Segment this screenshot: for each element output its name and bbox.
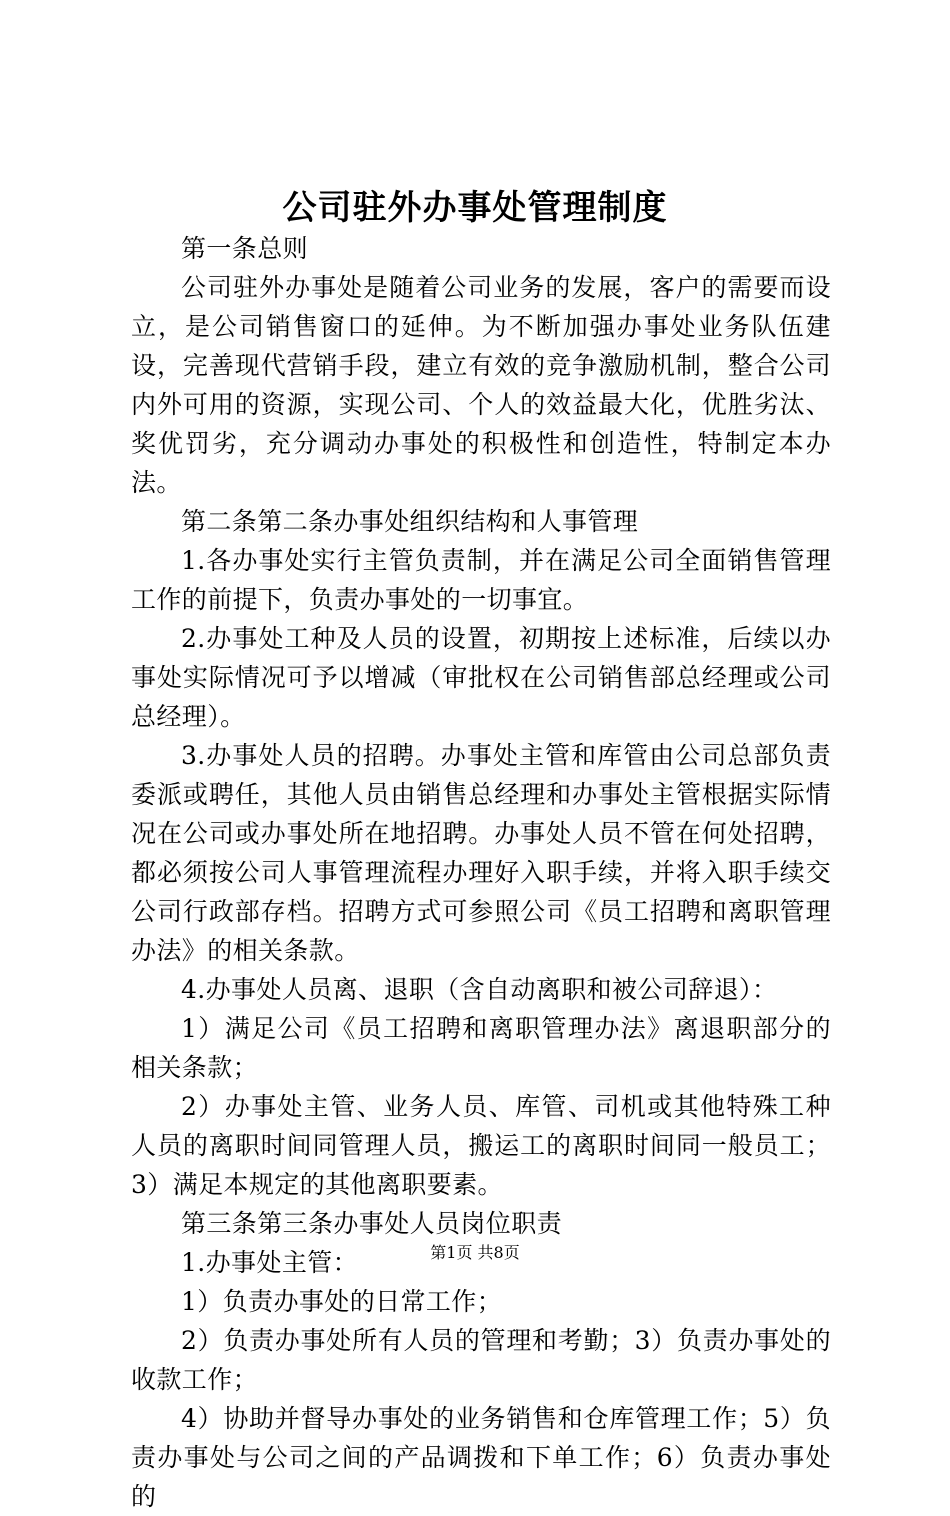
paragraph-duty-4: 4）协助并督导办事处的业务销售和仓库管理工作；5）负责办事处与公司之间的产品调拨和下单工作；6）负责办事处的 [131,1404,831,1511]
page-footer: 第1页 共8页 [430,1243,520,1262]
paragraph-supervisor-heading: 1.办事处主管： [181,1248,359,1277]
paragraph-general-provisions: 公司驻外办事处是随着公司业务的发展，客户的需要而设立，是公司销售窗口的延伸。为不断加强办事处业务队伍建设，完善现代营销手段，建立有效的竞争激励机制，整合公司内外可用的资源，实现公司、个人的效益最大化，优胜劣汰、奖优罚劣，充分调动办事处的积极性和创造性，特制定本办法。 [131,273,831,497]
document-title: 公司驻外办事处管理制度 [282,188,668,228]
paragraph-item-2: 2.办事处工种及人员的设置，初期按上述标准，后续以办事处实际情况可予以增减（审批权在公司销售部总经理或公司总经理）。 [131,624,831,731]
document-body [131,229,831,1516]
paragraph-duty-1: 1）负责办事处的日常工作； [181,1287,503,1316]
paragraph-article-3-heading: 第三条第三条办事处人员岗位职责 [181,1209,563,1238]
paragraph-item-4: 4.办事处人员离、退职（含自动离职和被公司辞退）： [181,975,778,1004]
paragraph-item-1: 1.各办事处实行主管负责制，并在满足公司全面销售管理工作的前提下，负责办事处的一切事宜。 [131,546,831,614]
paragraph-article-2-heading: 第二条第二条办事处组织结构和人事管理 [181,507,639,536]
paragraph-subitem-2: 2）办事处主管、业务人员、库管、司机或其他特殊工种人员的离职时间同管理人员，搬运工的离职时间同一般员工；3）满足本规定的其他离职要素。 [131,1092,831,1199]
paragraph-item-3: 3.办事处人员的招聘。办事处主管和库管由公司总部负责委派或聘任，其他人员由销售总经理和办事处主管根据实际情况在公司或办事处所在地招聘。办事处人员不管在何处招聘，都必须按公司人事管理流程办理好入职手续，并将入职手续交公司行政部存档。招聘方式可参照公司《员工招聘和离职管理办法》的相关条款。 [131,741,831,965]
paragraph-article-1-heading: 第一条总则 [181,234,309,263]
paragraph-duty-2: 2）负责办事处所有人员的管理和考勤；3）负责办事处的收款工作； [131,1326,831,1394]
paragraph-subitem-1: 1）满足公司《员工招聘和离职管理办法》离退职部分的相关条款； [131,1014,831,1082]
